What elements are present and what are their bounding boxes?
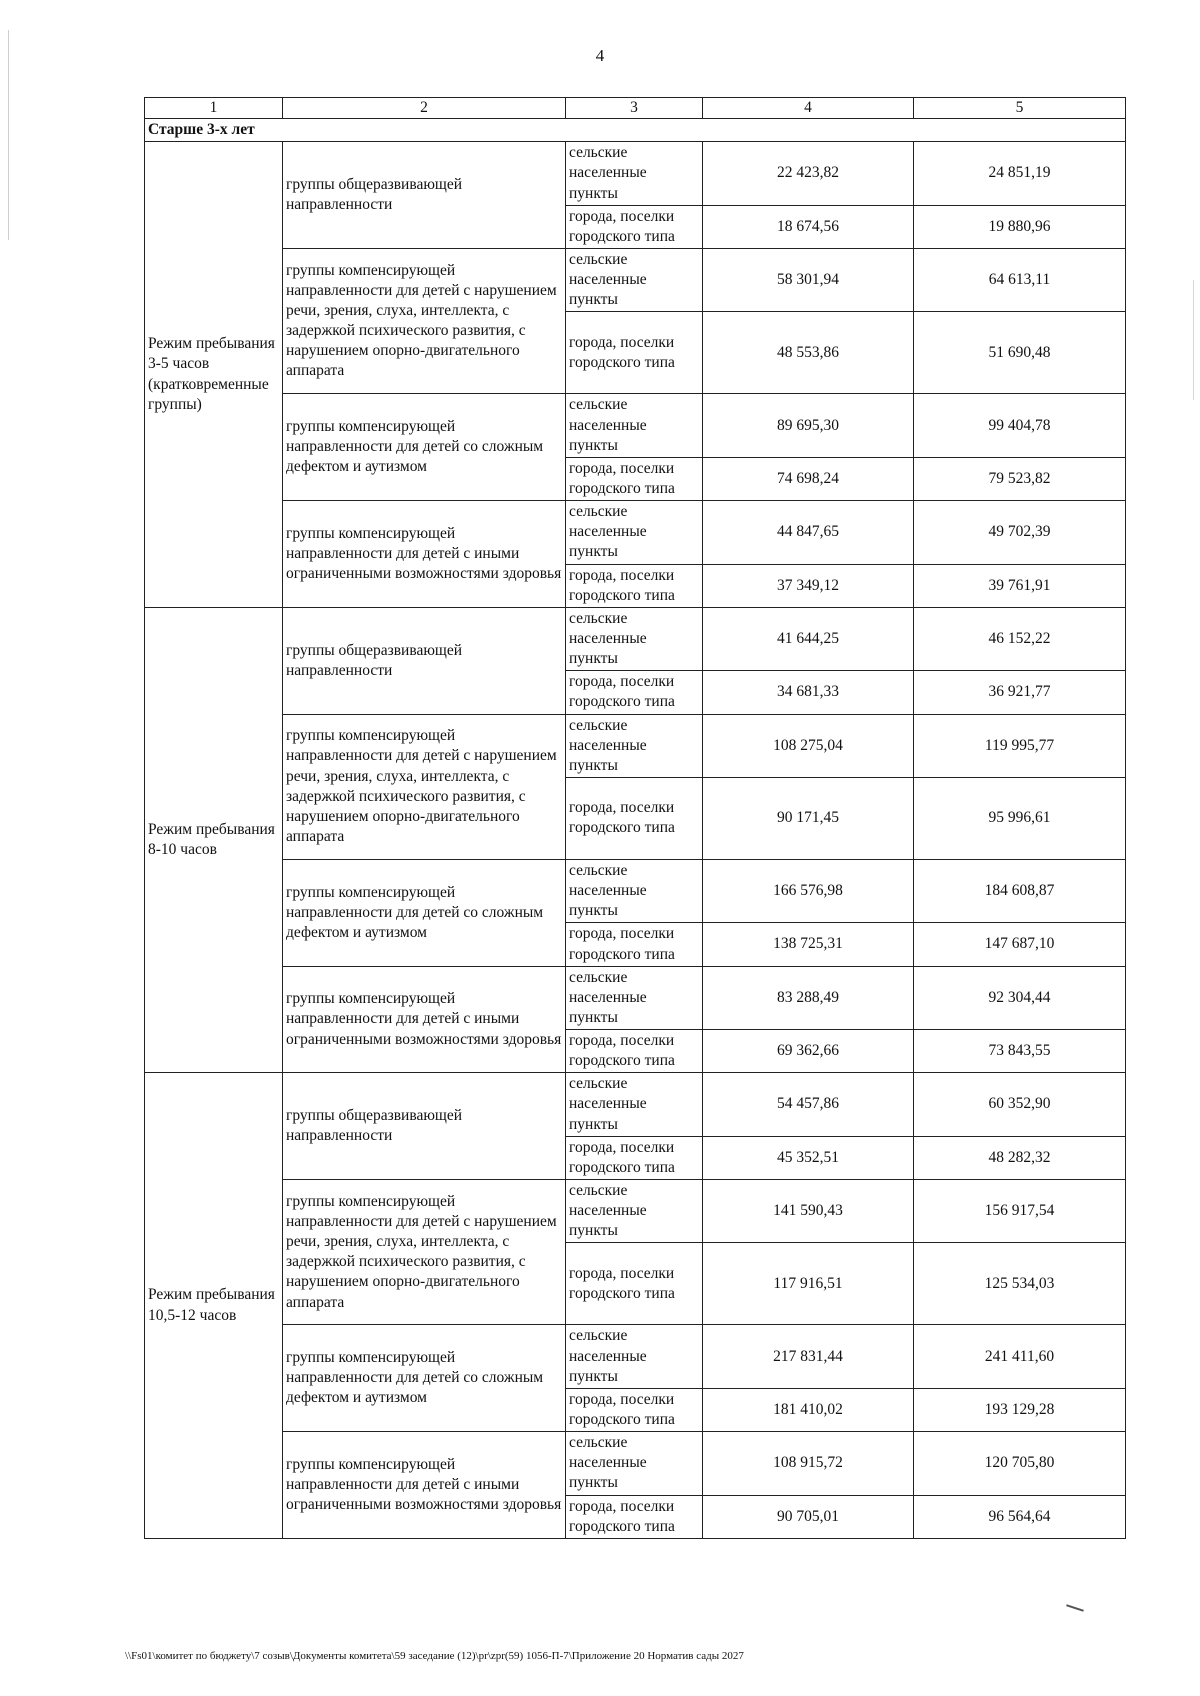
settlement-rural-cell: сельские населенные пункты: [566, 1432, 703, 1495]
value-col5-cell: 147 687,10: [914, 923, 1126, 966]
value-col4-cell: 141 590,43: [703, 1180, 914, 1243]
section-title: Старше 3-х лет: [145, 119, 1126, 142]
column-header: 3: [566, 98, 703, 119]
mode-cell: Режим пребывания 8-10 часов: [145, 607, 283, 1073]
section-row: [145, 119, 1126, 142]
settlement-rural-cell: сельские населенные пункты: [566, 1073, 703, 1136]
value-col4-cell: 89 695,30: [703, 394, 914, 457]
group-type-cell: группы общеразвивающей направленности: [283, 607, 566, 714]
mode-cell: Режим пребывания 3-5 часов (кратковременные группы): [145, 142, 283, 608]
table-row: [145, 248, 1126, 311]
value-col4-cell: 41 644,25: [703, 607, 914, 670]
settlement-rural-cell: сельские населенные пункты: [566, 501, 703, 564]
value-col5-cell: 39 761,91: [914, 564, 1126, 607]
value-col5-cell: 119 995,77: [914, 714, 1126, 777]
value-col4-cell: 181 410,02: [703, 1388, 914, 1431]
value-col4-cell: 37 349,12: [703, 564, 914, 607]
value-col4-cell: 74 698,24: [703, 457, 914, 500]
settlement-urban-cell: города, поселки городского типа: [566, 1136, 703, 1179]
value-col5-cell: 79 523,82: [914, 457, 1126, 500]
value-col5-cell: 64 613,11: [914, 248, 1126, 311]
value-col5-cell: 92 304,44: [914, 966, 1126, 1029]
table-row: [145, 1432, 1126, 1495]
settlement-urban-cell: города, поселки городского типа: [566, 777, 703, 859]
settlement-urban-cell: города, поселки городского типа: [566, 1388, 703, 1431]
value-col5-cell: 24 851,19: [914, 142, 1126, 205]
value-col5-cell: 19 880,96: [914, 205, 1126, 248]
value-col5-cell: 36 921,77: [914, 671, 1126, 714]
table-row: [145, 1325, 1126, 1388]
settlement-urban-cell: города, поселки городского типа: [566, 923, 703, 966]
value-col4-cell: 44 847,65: [703, 501, 914, 564]
group-type-cell: группы общеразвивающей направленности: [283, 1073, 566, 1180]
settlement-urban-cell: города, поселки городского типа: [566, 312, 703, 394]
column-header: 5: [914, 98, 1126, 119]
value-col4-cell: 18 674,56: [703, 205, 914, 248]
settlement-rural-cell: сельские населенные пункты: [566, 859, 703, 922]
value-col5-cell: 49 702,39: [914, 501, 1126, 564]
value-col5-cell: 125 534,03: [914, 1243, 1126, 1325]
value-col5-cell: 51 690,48: [914, 312, 1126, 394]
table-row: [145, 607, 1126, 670]
header-row: [145, 98, 1126, 119]
column-header: 4: [703, 98, 914, 119]
value-col4-cell: 117 916,51: [703, 1243, 914, 1325]
settlement-urban-cell: города, поселки городского типа: [566, 457, 703, 500]
table-row: [145, 859, 1126, 922]
settlement-urban-cell: города, поселки городского типа: [566, 1030, 703, 1073]
column-header: 2: [283, 98, 566, 119]
file-path-footer: \\Fs01\комитет по бюджету\7 созыв\Документы комитета\59 заседание (12)\pr\zpr(59) 1056-П-7\Приложение 20 Норматив сады 2027: [125, 1650, 744, 1662]
tariff-table: [144, 97, 1126, 1539]
value-col4-cell: 90 171,45: [703, 777, 914, 859]
group-type-cell: группы компенсирующей направленности для детей со сложным дефектом и аутизмом: [283, 1325, 566, 1432]
value-col5-cell: 99 404,78: [914, 394, 1126, 457]
settlement-rural-cell: сельские населенные пункты: [566, 1325, 703, 1388]
group-type-cell: группы общеразвивающей направленности: [283, 142, 566, 249]
value-col5-cell: 184 608,87: [914, 859, 1126, 922]
settlement-rural-cell: сельские населенные пункты: [566, 714, 703, 777]
table-row: [145, 501, 1126, 564]
scan-artifact-mark: [1066, 1604, 1084, 1611]
value-col4-cell: 58 301,94: [703, 248, 914, 311]
value-col5-cell: 96 564,64: [914, 1495, 1126, 1538]
settlement-rural-cell: сельские населенные пункты: [566, 607, 703, 670]
table-row: [145, 966, 1126, 1029]
settlement-urban-cell: города, поселки городского типа: [566, 205, 703, 248]
value-col4-cell: 54 457,86: [703, 1073, 914, 1136]
group-type-cell: группы компенсирующей направленности для детей с нарушением речи, зрения, слуха, интеллекта, с задержкой психического развития, с нарушением опорно-двигательного аппарата: [283, 714, 566, 859]
value-col4-cell: 22 423,82: [703, 142, 914, 205]
value-col4-cell: 138 725,31: [703, 923, 914, 966]
value-col4-cell: 217 831,44: [703, 1325, 914, 1388]
value-col4-cell: 108 915,72: [703, 1432, 914, 1495]
settlement-urban-cell: города, поселки городского типа: [566, 1495, 703, 1538]
value-col4-cell: 48 553,86: [703, 312, 914, 394]
group-type-cell: группы компенсирующей направленности для детей с иными ограниченными возможностями здоровья: [283, 966, 566, 1073]
value-col5-cell: 46 152,22: [914, 607, 1126, 670]
group-type-cell: группы компенсирующей направленности для детей со сложным дефектом и аутизмом: [283, 859, 566, 966]
value-col5-cell: 241 411,60: [914, 1325, 1126, 1388]
settlement-rural-cell: сельские населенные пункты: [566, 1180, 703, 1243]
settlement-rural-cell: сельские населенные пункты: [566, 248, 703, 311]
settlement-rural-cell: сельские населенные пункты: [566, 142, 703, 205]
value-col5-cell: 48 282,32: [914, 1136, 1126, 1179]
settlement-urban-cell: города, поселки городского типа: [566, 564, 703, 607]
group-type-cell: группы компенсирующей направленности для детей со сложным дефектом и аутизмом: [283, 394, 566, 501]
settlement-rural-cell: сельские населенные пункты: [566, 966, 703, 1029]
value-col5-cell: 60 352,90: [914, 1073, 1126, 1136]
value-col5-cell: 73 843,55: [914, 1030, 1126, 1073]
group-type-cell: группы компенсирующей направленности для детей с иными ограниченными возможностями здоровья: [283, 501, 566, 608]
value-col4-cell: 166 576,98: [703, 859, 914, 922]
value-col5-cell: 120 705,80: [914, 1432, 1126, 1495]
mode-cell: Режим пребывания 10,5-12 часов: [145, 1073, 283, 1539]
scan-artifact-line: [1193, 280, 1194, 400]
table-row: [145, 142, 1126, 205]
group-type-cell: группы компенсирующей направленности для детей с нарушением речи, зрения, слуха, интеллекта, с задержкой психического развития, с нарушением опорно-двигательного аппарата: [283, 248, 566, 393]
settlement-rural-cell: сельские населенные пункты: [566, 394, 703, 457]
settlement-urban-cell: города, поселки городского типа: [566, 1243, 703, 1325]
group-type-cell: группы компенсирующей направленности для детей с иными ограниченными возможностями здоровья: [283, 1432, 566, 1539]
value-col4-cell: 83 288,49: [703, 966, 914, 1029]
page-number: 4: [595, 46, 605, 65]
value-col4-cell: 45 352,51: [703, 1136, 914, 1179]
column-header: 1: [145, 98, 283, 119]
value-col5-cell: 193 129,28: [914, 1388, 1126, 1431]
value-col5-cell: 95 996,61: [914, 777, 1126, 859]
table-row: [145, 394, 1126, 457]
value-col4-cell: 108 275,04: [703, 714, 914, 777]
group-type-cell: группы компенсирующей направленности для детей с нарушением речи, зрения, слуха, интеллекта, с задержкой психического развития, с нарушением опорно-двигательного аппарата: [283, 1180, 566, 1325]
table-row: [145, 1073, 1126, 1136]
table-row: [145, 1180, 1126, 1243]
table-row: [145, 714, 1126, 777]
settlement-urban-cell: города, поселки городского типа: [566, 671, 703, 714]
value-col4-cell: 34 681,33: [703, 671, 914, 714]
value-col4-cell: 69 362,66: [703, 1030, 914, 1073]
value-col5-cell: 156 917,54: [914, 1180, 1126, 1243]
value-col4-cell: 90 705,01: [703, 1495, 914, 1538]
